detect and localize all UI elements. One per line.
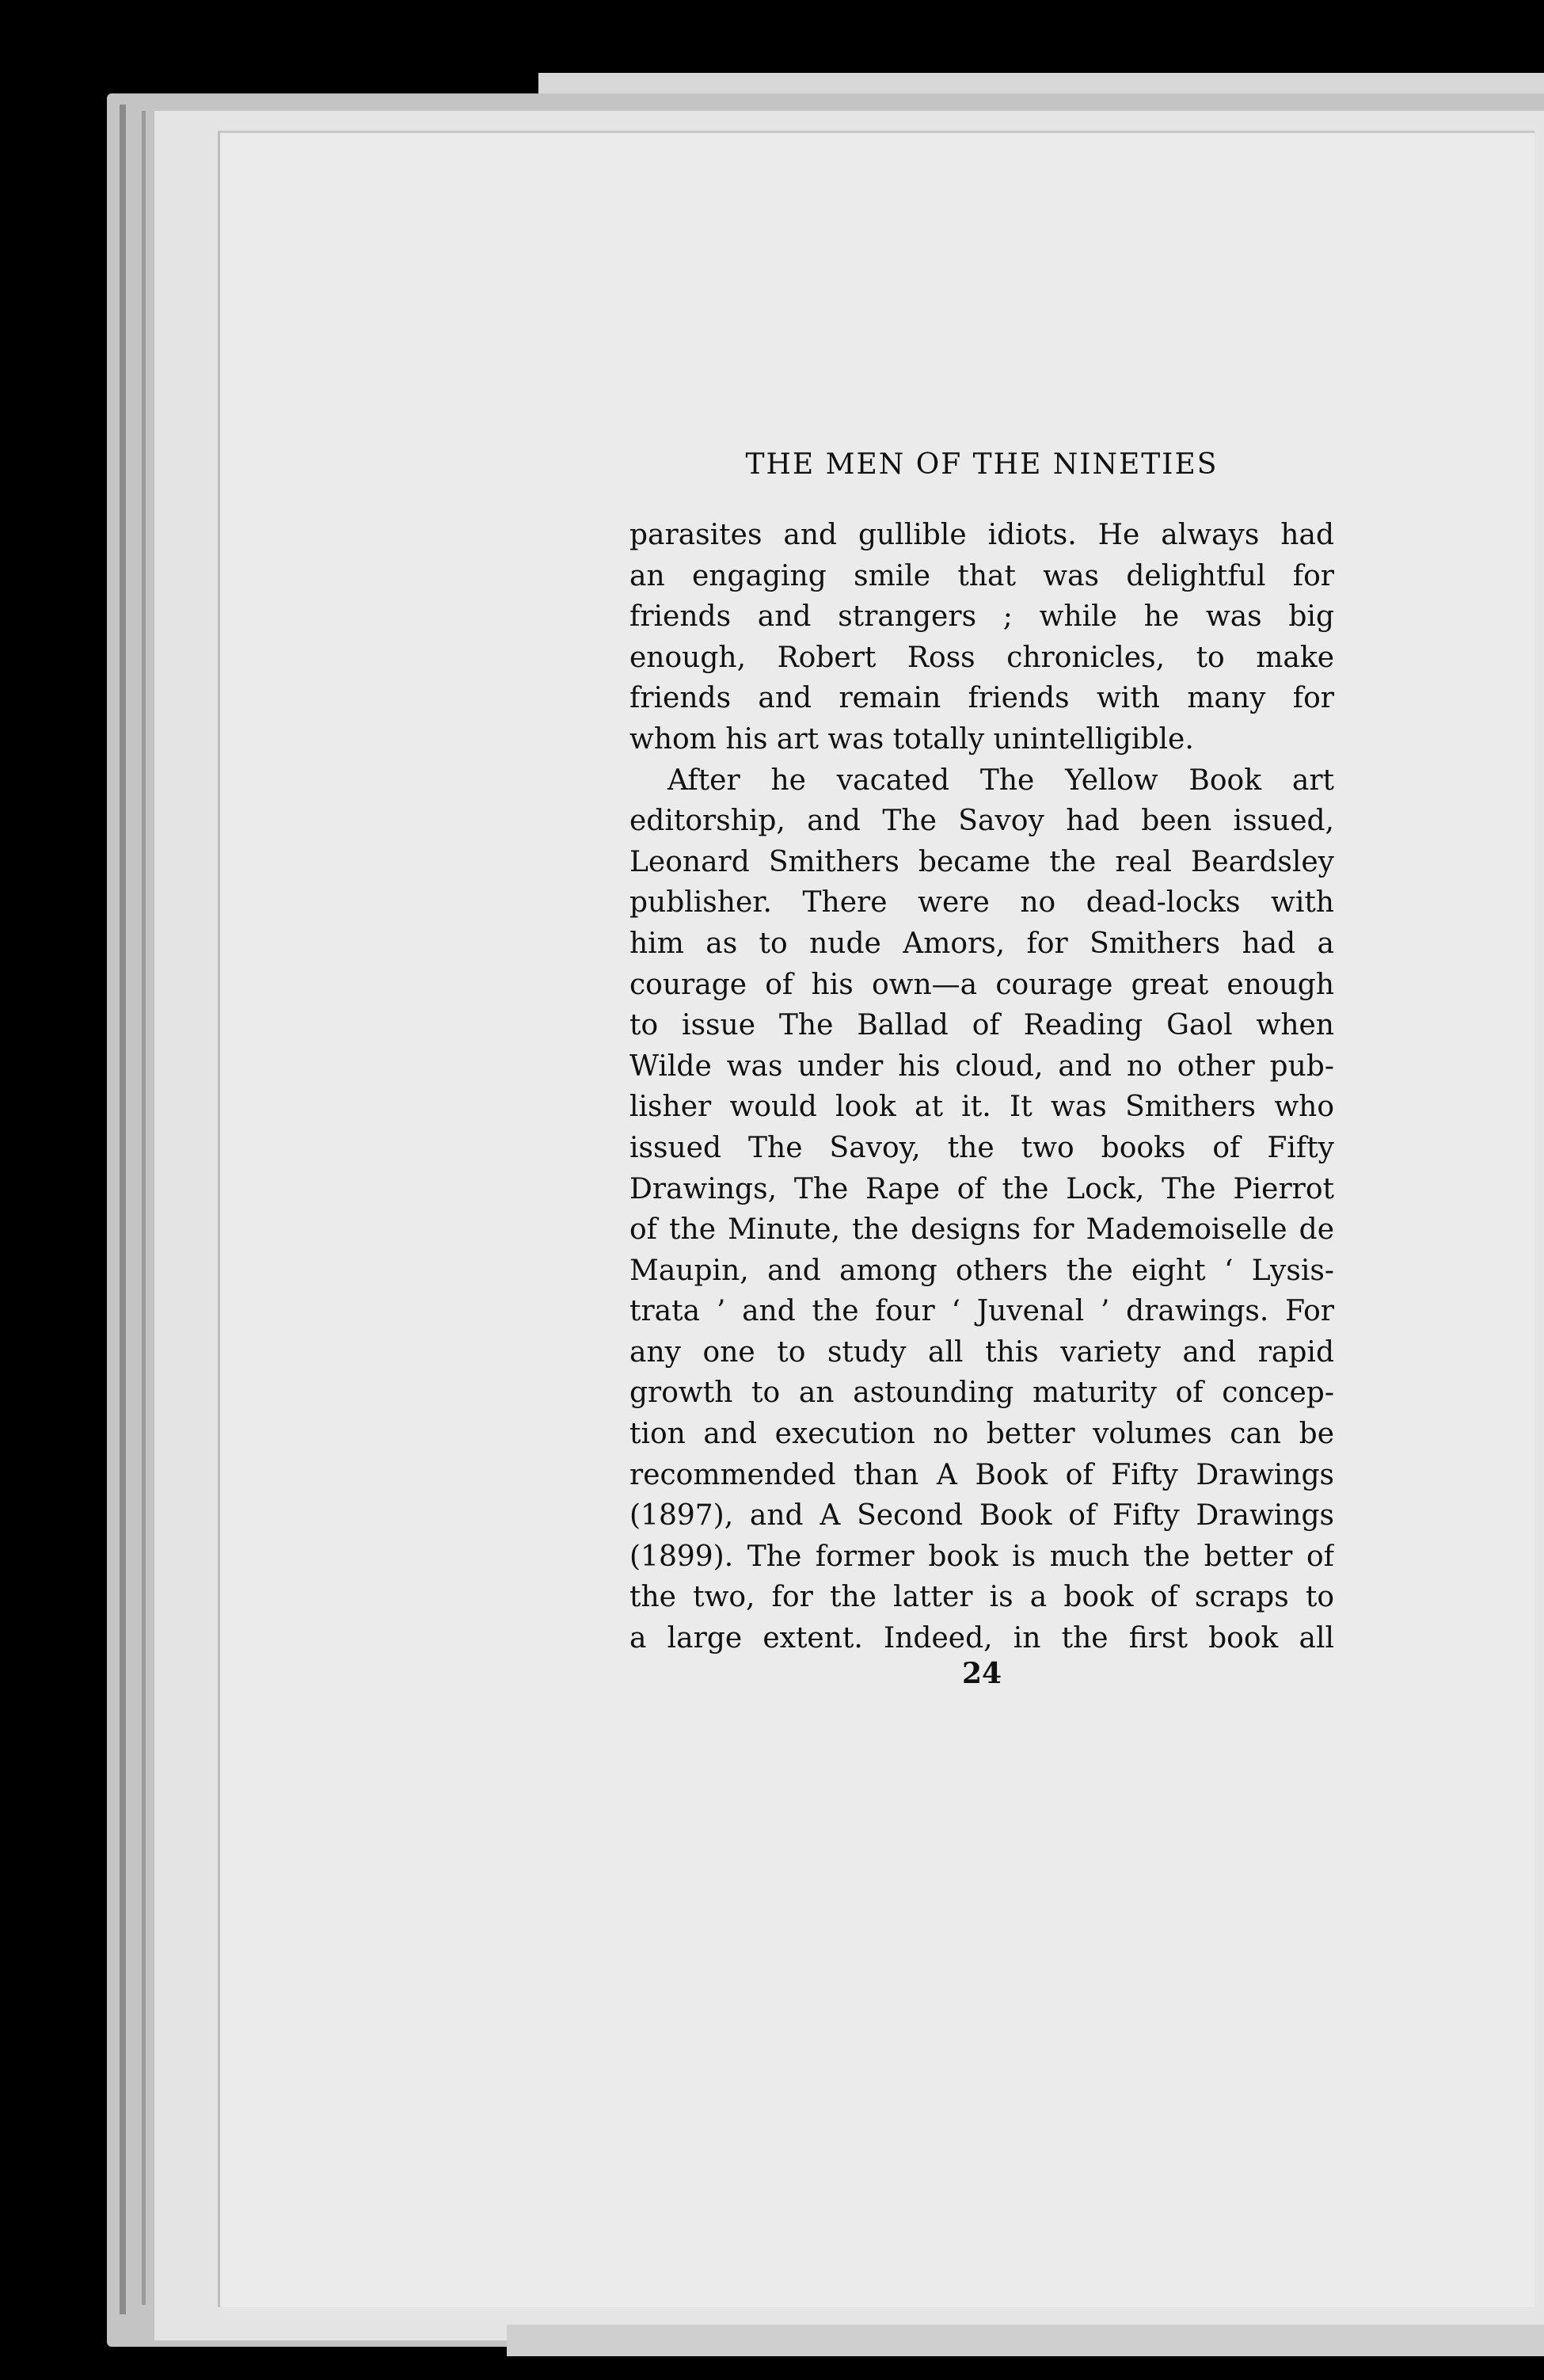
text-line: the two, for the latter is a book of scraps to: [629, 1581, 1334, 1614]
text-line: friends and remain friends with many for: [629, 682, 1334, 715]
text-line: an engaging smile that was delightful for: [629, 559, 1334, 592]
scan-bottom-strip: [507, 2325, 1544, 2356]
text-line: Drawings, The Rape of the Lock, The Pierrot: [629, 1172, 1334, 1205]
text-line: friends and strangers ; while he was big: [629, 600, 1334, 634]
text-line: After he vacated The Yellow Book art: [667, 764, 1334, 797]
text-line: trata ’ and the four ‘ Juvenal ’ drawings. For: [629, 1295, 1334, 1328]
text-line: Wilde was under his cloud, and no other pub-: [629, 1049, 1334, 1083]
text-line: tion and execution no better volumes can be: [629, 1418, 1334, 1451]
text-line: editorship, and The Savoy had been issued,: [629, 805, 1334, 838]
text-line: to issue The Ballad of Reading Gaol when: [629, 1009, 1334, 1042]
running-head: THE MEN OF THE NINETIES: [745, 448, 1219, 481]
body-text: [629, 515, 1334, 1659]
text-line: growth to an astounding maturity of concep-: [629, 1377, 1334, 1410]
text-line: issued The Savoy, the two books of Fifty: [629, 1131, 1334, 1164]
text-line: lisher would look at it. It was Smithers who: [629, 1091, 1334, 1124]
text-line: of the Minute, the designs for Mademoiselle de: [629, 1213, 1334, 1247]
text-line: whom his art was totally unintelligible.: [629, 722, 1194, 756]
text-line: recommended than A Book of Fifty Drawings: [629, 1458, 1334, 1491]
text-line: enough, Robert Ross chronicles, to make: [629, 641, 1334, 674]
text-line: (1897), and A Second Book of Fifty Drawings: [629, 1499, 1334, 1533]
text-line: him as to nude Amors, for Smithers had a: [629, 927, 1334, 960]
text-line: (1899). The former book is much the better of: [629, 1540, 1334, 1573]
text-line: parasites and gullible idiots. He always had: [629, 519, 1334, 551]
text-line: publisher. There were no dead-locks with: [629, 886, 1334, 920]
text-line: courage of his own—a courage great enough: [629, 968, 1334, 1001]
text-line: any one to study all this variety and rapid: [629, 1335, 1334, 1369]
text-line: a large extent. Indeed, in the first book all: [629, 1622, 1334, 1655]
text-line: Leonard Smithers became the real Beardsley: [629, 845, 1334, 878]
page-number: 24: [961, 1657, 1002, 1690]
text-line: Maupin, and among others the eight ‘ Lysis-: [629, 1254, 1334, 1287]
